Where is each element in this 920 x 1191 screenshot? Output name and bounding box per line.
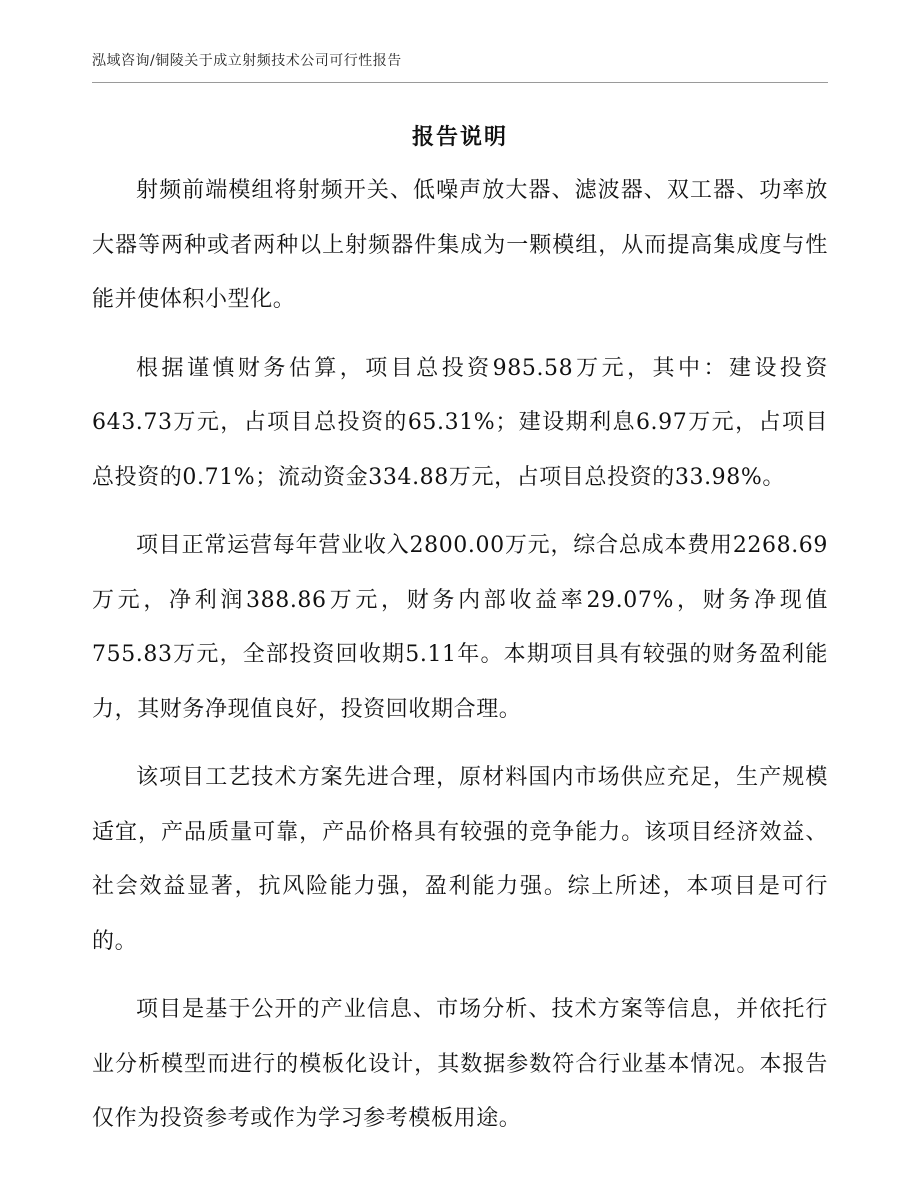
header-divider (92, 82, 828, 83)
paragraph-investment-estimate: 根据谨慎财务估算，项目总投资985.58万元，其中：建设投资643.73万元，占项目总投资的65.31%；建设期利息6.97万元，占项目总投资的0.71%；流动资金334.88万元，占项目总投资的33.98%。 (92, 355, 828, 490)
paragraph-revenue-profit: 项目正常运营每年营业收入2800.00万元，综合总成本费用2268.69万元，净利润388.86万元，财务内部收益率29.07%，财务净现值755.83万元，全部投资回收期5.11年。本期项目具有较强的财务盈利能力，其财务净现值良好，投资回收期合理。 (92, 533, 828, 722)
paragraph-rf-module-intro: 射频前端模组将射频开关、低噪声放大器、滤波器、双工器、功率放大器等两种或者两种以上射频器件集成为一颗模组，从而提高集成度与性能并使体积小型化。 (92, 178, 828, 312)
paragraph-feasibility-conclusion: 该项目工艺技术方案先进合理，原材料国内市场供应充足，生产规模适宜，产品质量可靠，产品价格具有较强的竞争能力。该项目经济效益、社会效益显著，抗风险能力强，盈利能力强。综上所述，本项目是可行的。 (92, 765, 828, 954)
page-title: 报告说明 (411, 125, 508, 150)
report-body (92, 164, 828, 1161)
running-header: 泓域咨询/铜陵关于成立射频技术公司可行性报告 (92, 53, 402, 69)
paragraph-disclaimer: 项目是基于公开的产业信息、市场分析、技术方案等信息，并依托行业分析模型而进行的模板化设计，其数据参数符合行业基本情况。本报告仅作为投资参考或作为学习参考模板用途。 (92, 997, 828, 1131)
